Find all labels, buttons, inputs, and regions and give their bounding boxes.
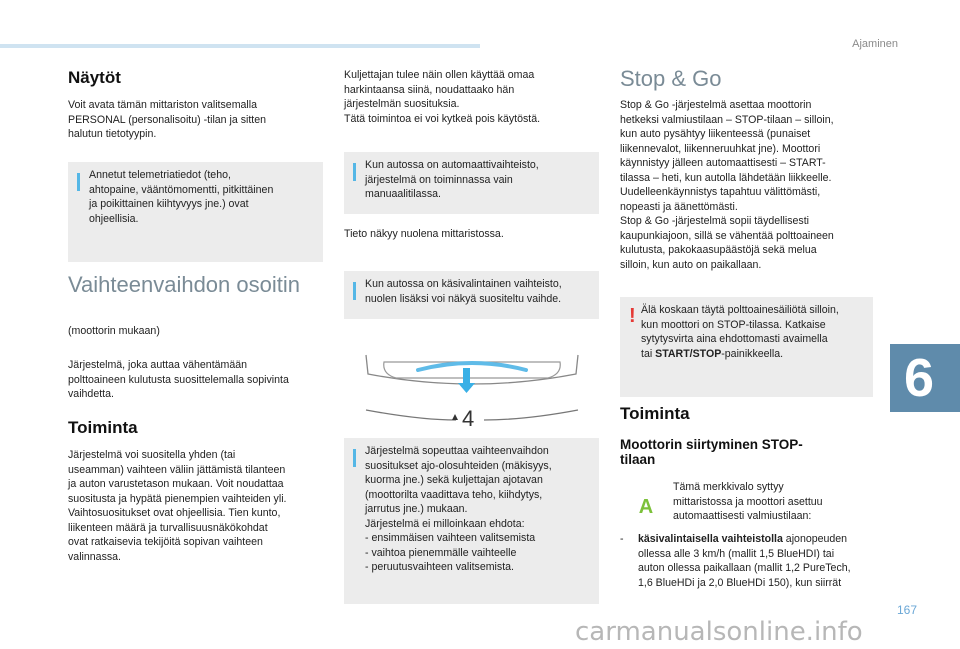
eco-a-indicator-icon <box>633 494 659 518</box>
header-accent-bar <box>0 44 480 48</box>
chapter-tab <box>890 344 960 412</box>
stop-go-warning-text <box>641 303 865 361</box>
watermark: carmanualsonline.info <box>575 617 863 647</box>
bullet-dash: - <box>620 533 624 545</box>
bullet-rest-text: ajonopeuden ollessa alle 3 km/h (mallit 1,5 BlueHDI) tai auton ollessa paikallaan (mallit 1,2 PureTech, 1,6 BlueHDi ja 2,0 BlueHDi 150), kun siirrät <box>638 533 851 589</box>
shift-arc <box>418 363 526 370</box>
cluster-outline <box>366 355 578 384</box>
eco-a-letter: A <box>638 496 654 518</box>
info-marker <box>353 282 356 300</box>
info-marker <box>353 449 356 467</box>
auto-gearbox-note-text: Kun autossa on automaattivaihteisto, järjestelmä on toiminnassa vain manuaalitilassa. <box>365 159 539 200</box>
recommended-gear-number: 4 <box>462 406 475 431</box>
indicator-paragraph: Tämä merkkivalo syttyy mittaristossa ja moottori asettuu automaattisesti valmiustilaan: <box>673 481 823 522</box>
start-stop-label: START/STOP <box>655 347 722 360</box>
gear-shift-indicator-illustration <box>360 350 585 432</box>
page-number: 167 <box>896 603 917 617</box>
warning-text-end: -painikkeella. <box>721 347 784 360</box>
chapter-number: 6 <box>904 348 935 408</box>
gear-paragraph: Järjestelmä, joka auttaa vähentämään polttoaineen kulutusta suosittelemalla sopivinta vaihdetta. <box>68 359 289 400</box>
gear-subtitle: (moottorin mukaan) <box>68 325 160 337</box>
toiminta-heading-2: Toiminta <box>620 404 690 423</box>
stop-go-warning-box <box>620 297 873 397</box>
section-label: Ajaminen <box>852 38 898 50</box>
lower-cluster-line-right <box>484 410 578 420</box>
gear-indicator-heading: Vaihteenvaihdon osoitin <box>68 272 300 297</box>
adaptation-note-text: Järjestelmä sopeuttaa vaihteenvaihdon suositukset ajo-olosuhteiden (mäkisyys, kuorma jne.) sekä kuljettajan ajotavan (moottorilta vaadittava teho, kiihdytys, jarrutus jne.) mukaan. Järjestelmä ei milloinkaan ehdota: - ensimmäisen vaihteen valitsemista - vaihtoa pienemmälle vaihteelle - peruutusvaihteen valitsemista. <box>365 445 552 573</box>
bullet-bold-label: käsivalintaisella vaihteistolla <box>638 533 783 545</box>
info-marker <box>77 173 80 191</box>
col2-paragraph-2: Tieto näkyy nuolena mittaristossa. <box>344 228 504 240</box>
manual-gearbox-note-text: Kun autossa on käsivalintainen vaihteisto, nuolen lisäksi voi näkyä suositeltu vaihde. <box>365 278 562 305</box>
col2-paragraph-1: Kuljettajan tulee näin ollen käyttää omaa harkintaansa siinä, noudattaako hän järjestelmän suosituksia. Tätä toimintoa ei voi kytkeä pois käytöstä. <box>344 69 541 125</box>
warning-text-start: Älä koskaan täytä polttoainesäiliötä silloin, kun moottori on STOP-tilassa. Katkaise sytytysvirta aina ehdottomasti avaimella tai <box>641 304 839 360</box>
stop-go-paragraph: Stop & Go -järjestelmä asettaa moottorin hetkeksi valmiustilaan – STOP-tilaan – silloin, kun auto pysähtyy liikenteessä (punaiset liikennevalot, liikenneruuhkat jne). Moottori käynnistyy jälleen automaattisesti – START- tilassa – heti, kun autolla lähdetään liikkeelle. Uudelleenkäynnistys tapahtuu välittömästi, nopeasti ja äänettömästi. Stop & Go -järjestelmä sopii täydellisesti kaupunkiajoon, sillä se vähentää polttoaineen kulutusta, pakokaasupäästöjä sekä melua silloin, kun auto on paikallaan. <box>620 99 834 271</box>
naytot-heading: Näytöt <box>68 68 121 87</box>
small-up-arrow-icon <box>452 414 458 420</box>
stop-go-heading: Stop & Go <box>620 66 722 91</box>
stop-mode-subheading: Moottorin siirtyminen STOP- tilaan <box>620 437 803 467</box>
auto-gearbox-note-box <box>344 152 599 214</box>
adaptation-note-box <box>344 438 599 604</box>
naytot-note-box <box>68 162 323 262</box>
warning-exclamation-icon: ! <box>629 305 636 327</box>
toiminta-paragraph-1: Järjestelmä voi suositella yhden (tai useamman) vaihteen väliin jättämistä tilanteen ja auton varustetason mukaan. Voit noudattaa suositusta ja hypätä pienempien vaihteiden yli. Vaihtosuositukset ovat ohjeellisia. Tien kunto, liikenteen määrä ja turvallisuusnäkökohdat ovat ratkaisevia tekijöitä sopivan vaihteen valinnassa. <box>68 449 287 563</box>
manual-gearbox-note-box <box>344 271 599 319</box>
toiminta-heading-1: Toiminta <box>68 418 138 437</box>
manual-gearbox-bullet <box>638 532 886 590</box>
naytot-note-text: Annetut telemetriatiedot (teho, ahtopaine, vääntömomentti, pitkittäinen ja poikittainen kiihtyvyys jne.) ovat ohjeellisia. <box>89 169 274 225</box>
up-arrow-icon <box>458 368 475 393</box>
info-marker <box>353 163 356 181</box>
lower-cluster-line-left <box>366 410 456 420</box>
naytot-paragraph: Voit avata tämän mittariston valitsemalla PERSONAL (personalisoitu) -tilan ja sitten halutun tietotyypin. <box>68 99 267 140</box>
